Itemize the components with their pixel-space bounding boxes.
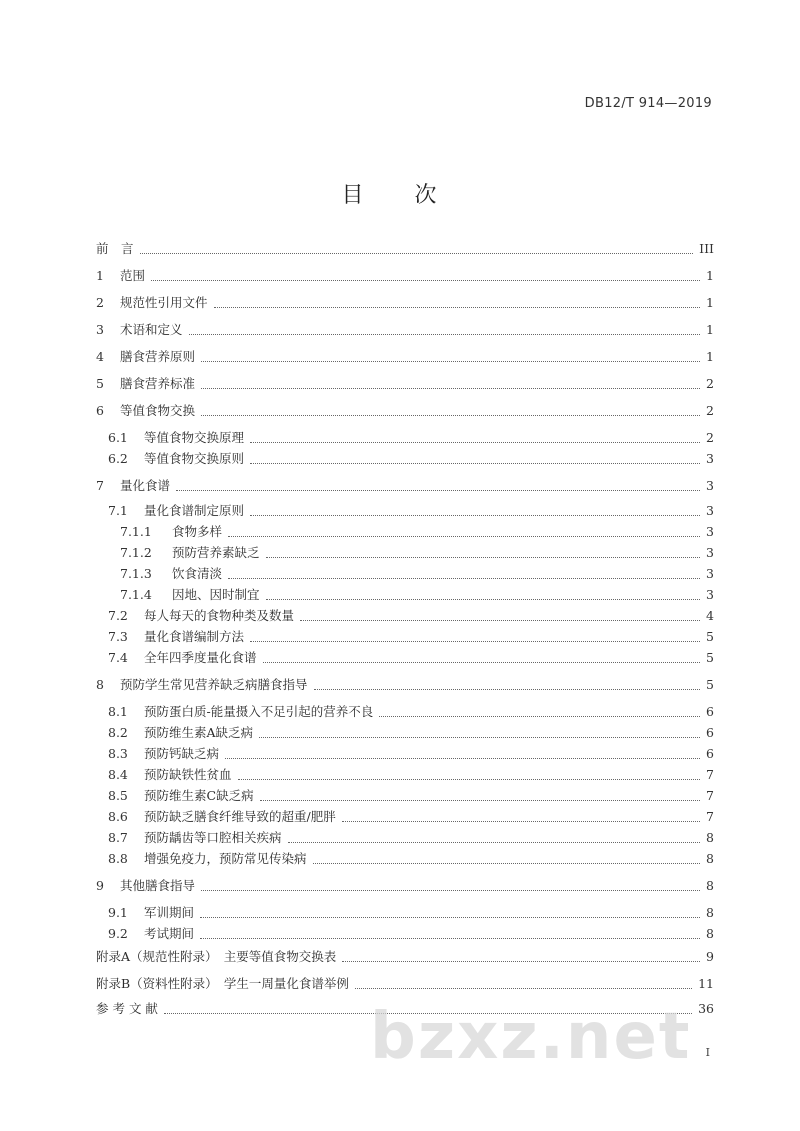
toc-entry-page: 5: [706, 629, 714, 644]
toc-entry-label: [96, 477, 170, 495]
toc-entry-page: 8: [706, 878, 714, 893]
toc-entry-label: [108, 649, 257, 667]
toc-entry-page: 9: [706, 949, 714, 964]
toc-entry-label: [108, 703, 373, 721]
standard-code: DB12/T 914—2019: [584, 96, 712, 111]
dot-leader: [300, 619, 700, 621]
toc-entry-label: [108, 787, 254, 805]
toc-entry-number: 7.2: [108, 608, 128, 623]
toc-entry-number: 7.1.2: [120, 545, 152, 560]
toc-entry-page: 1: [706, 295, 714, 310]
dot-leader: [228, 535, 700, 537]
toc-entry[interactable]: [96, 321, 714, 339]
toc-entry-title: 因地、因时制宜: [172, 587, 260, 602]
toc-entry-label: [96, 321, 183, 339]
toc-entry[interactable]: [96, 877, 714, 895]
toc-entry-label: [96, 877, 195, 895]
toc-entry-page: 2: [706, 430, 714, 445]
toc-entry[interactable]: [96, 450, 714, 468]
dot-leader: [259, 736, 700, 738]
toc-entry-title: 预防维生素A缺乏病: [144, 725, 254, 740]
dot-leader: [140, 252, 694, 254]
toc-entry-label: [96, 402, 195, 420]
toc-entry-number: 8.7: [108, 830, 128, 845]
toc-entry-label: [120, 586, 260, 604]
dot-leader: [238, 778, 701, 780]
toc-entry-label: [96, 975, 349, 993]
toc-entry-title: 范围: [120, 268, 146, 283]
toc-entry-page: 4: [706, 608, 714, 623]
dot-leader: [266, 598, 701, 600]
toc-entry-title: 军训期间: [144, 905, 195, 920]
toc-entry-page: 3: [706, 566, 714, 581]
toc-entry-label: [108, 628, 244, 646]
toc-entry-title: 预防学生常见营养缺乏病膳食指导: [120, 677, 308, 692]
toc-entry-number: 7: [96, 478, 104, 493]
toc-entry-number: 7.4: [108, 650, 128, 665]
toc-entry-title: 膳食营养标准: [120, 376, 196, 391]
dot-leader: [250, 640, 700, 642]
dot-leader: [355, 987, 692, 989]
toc-entry-number: 9.1: [108, 905, 128, 920]
dot-leader: [314, 688, 701, 690]
toc-entry[interactable]: [96, 649, 714, 667]
toc-entry-title: 增强免疫力，预防常见传染病: [144, 851, 307, 866]
dot-leader: [176, 489, 700, 491]
toc-entry-page: 1: [706, 349, 714, 364]
toc-entry-page: 11: [698, 976, 714, 991]
toc-entry-label: [96, 348, 195, 366]
toc-entry[interactable]: [96, 948, 714, 966]
toc-entry-title: 规范性引用文件: [120, 295, 208, 310]
toc-entry-number: 6: [96, 403, 104, 418]
toc-entry[interactable]: [96, 787, 714, 805]
toc-entry-title: 每人每天的食物种类及数量: [144, 608, 295, 623]
dot-leader: [214, 306, 701, 308]
toc-entry-number: 8.1: [108, 704, 128, 719]
toc-entry-title: 预防维生素C缺乏病: [144, 788, 254, 803]
toc-entry-number: 2: [96, 295, 104, 310]
toc-entry[interactable]: [96, 829, 714, 847]
toc-entry-title: 附录A（规范性附录） 主要等值食物交换表: [96, 949, 337, 964]
toc-entry-label: [108, 450, 244, 468]
page-number: I: [705, 1046, 710, 1059]
dot-leader: [250, 441, 700, 443]
toc-entry-title: 前 言: [96, 241, 134, 256]
toc-entry-page: 8: [706, 905, 714, 920]
toc-entry[interactable]: [96, 850, 714, 868]
toc-entry-number: 7.1.4: [120, 587, 152, 602]
dot-leader: [266, 556, 701, 558]
toc-entry-page: 3: [706, 451, 714, 466]
toc-entry[interactable]: [96, 925, 714, 943]
toc-entry-title: 等值食物交换原理: [144, 430, 245, 445]
dot-leader: [379, 715, 700, 717]
dot-leader: [263, 661, 701, 663]
dot-leader: [151, 279, 700, 281]
toc-entry-page: 1: [706, 268, 714, 283]
toc-entry[interactable]: [96, 294, 714, 312]
toc-entry-label: [108, 829, 282, 847]
dot-leader: [201, 414, 700, 416]
toc-entry-label: [120, 544, 260, 562]
toc-entry-page: 7: [706, 788, 714, 803]
toc-entry-label: [108, 766, 232, 784]
toc-entry[interactable]: [96, 565, 714, 583]
toc-entry-title: 全年四季度量化食谱: [144, 650, 257, 665]
toc-entry-title: 参 考 文 献: [96, 1001, 158, 1016]
toc-entry[interactable]: [96, 628, 714, 646]
toc-entry[interactable]: [96, 240, 714, 258]
watermark: bzxz.net: [370, 1000, 692, 1074]
toc-entry-number: 9: [96, 878, 104, 893]
toc-entry-label: [108, 808, 336, 826]
toc-entry-label: [108, 745, 219, 763]
dot-leader: [201, 889, 700, 891]
toc-entry-number: 7.3: [108, 629, 128, 644]
dot-leader: [250, 462, 700, 464]
toc-entry-number: 6.2: [108, 451, 128, 466]
toc-entry-title: 预防蛋白质-能量摄入不足引起的营养不良: [144, 704, 374, 719]
toc-entry-number: 7.1.3: [120, 566, 152, 581]
toc-entry-number: 5: [96, 376, 104, 391]
toc-entry-title: 食物多样: [172, 524, 223, 539]
toc-entry-title: 附录B（资料性附录） 学生一周量化食谱举例: [96, 976, 349, 991]
toc-entry-page: 3: [706, 524, 714, 539]
toc-entry[interactable]: [96, 904, 714, 922]
toc-entry[interactable]: [96, 402, 714, 420]
toc-entry-label: [96, 294, 208, 312]
toc-entry-label: [108, 429, 244, 447]
toc-entry-page: 6: [706, 746, 714, 761]
toc-entry-label: [108, 850, 307, 868]
dot-leader: [342, 960, 700, 962]
dot-leader: [225, 757, 700, 759]
toc-entry-title: 量化食谱编制方法: [144, 629, 245, 644]
toc-entry[interactable]: [96, 703, 714, 721]
toc-entry-title: 其他膳食指导: [120, 878, 196, 893]
toc-entry-page: 7: [706, 767, 714, 782]
toc-entry[interactable]: [96, 586, 714, 604]
toc-entry-number: 1: [96, 268, 104, 283]
toc-entry-number: 7.1.1: [120, 524, 152, 539]
dot-leader: [342, 820, 700, 822]
toc-entry-page: 8: [706, 830, 714, 845]
toc-entry[interactable]: [96, 676, 714, 694]
toc-entry-label: [120, 565, 222, 583]
toc-entry-number: 3: [96, 322, 104, 337]
toc-entry-page: 2: [706, 403, 714, 418]
toc-entry[interactable]: [96, 724, 714, 742]
toc-entry-number: 8.8: [108, 851, 128, 866]
dot-leader: [288, 841, 701, 843]
toc-entry-page: 3: [706, 503, 714, 518]
toc-entry-title: 预防钙缺乏病: [144, 746, 220, 761]
toc-entry[interactable]: [96, 348, 714, 366]
toc-entry[interactable]: [96, 429, 714, 447]
toc-entry-number: 8.6: [108, 809, 128, 824]
toc-entry-page: 6: [706, 704, 714, 719]
toc-entry-label: [96, 375, 195, 393]
toc-entry-page: 1: [706, 322, 714, 337]
dot-leader: [200, 916, 700, 918]
toc-entry-label: [108, 502, 244, 520]
dot-leader: [260, 799, 700, 801]
toc-entry-title: 等值食物交换原则: [144, 451, 245, 466]
toc-entry[interactable]: [96, 375, 714, 393]
toc-entry[interactable]: [96, 745, 714, 763]
toc-entry-label: [120, 523, 222, 541]
dot-leader: [201, 387, 700, 389]
toc-entry-label: [96, 240, 134, 258]
toc-entry-number: 7.1: [108, 503, 128, 518]
toc-entry-number: 6.1: [108, 430, 128, 445]
toc-entry-page: 3: [706, 478, 714, 493]
toc-entry[interactable]: [96, 523, 714, 541]
toc-entry-title: 预防龋齿等口腔相关疾病: [144, 830, 282, 845]
toc-entry-page: 2: [706, 376, 714, 391]
toc-entry-label: [96, 1000, 158, 1018]
toc-entry-number: 8.5: [108, 788, 128, 803]
toc-entry-page: 3: [706, 545, 714, 560]
toc-entry[interactable]: [96, 502, 714, 520]
toc-entry-page: 5: [706, 650, 714, 665]
toc-entry-page: 5: [706, 677, 714, 692]
toc-entry-title: 预防缺铁性贫血: [144, 767, 232, 782]
toc-entry-label: [96, 267, 145, 285]
dot-leader: [200, 937, 700, 939]
toc-entry[interactable]: [96, 607, 714, 625]
toc-entry-number: 8: [96, 677, 104, 692]
toc-entry-title: 等值食物交换: [120, 403, 196, 418]
toc-entry-page: 36: [698, 1001, 714, 1016]
toc-entry-title: 预防营养素缺乏: [172, 545, 260, 560]
toc-entry-page: III: [699, 241, 714, 256]
toc-entry-label: [96, 676, 308, 694]
dot-leader: [228, 577, 700, 579]
toc-entry-label: [108, 925, 194, 943]
toc-entry-page: 6: [706, 725, 714, 740]
toc-entry-number: 8.2: [108, 725, 128, 740]
dot-leader: [313, 862, 701, 864]
dot-leader: [250, 514, 700, 516]
toc-entry[interactable]: [96, 766, 714, 784]
toc-entry-title: 预防缺乏膳食纤维导致的超重/肥胖: [144, 809, 336, 824]
toc-entry-label: [108, 724, 253, 742]
toc-entry[interactable]: [96, 477, 714, 495]
toc-entry-title: 量化食谱制定原则: [144, 503, 245, 518]
toc-entry-page: 8: [706, 851, 714, 866]
toc-entry[interactable]: [96, 544, 714, 562]
toc-entry-title: 膳食营养原则: [120, 349, 196, 364]
toc-entry-number: 8.4: [108, 767, 128, 782]
toc-entry-title: 考试期间: [144, 926, 195, 941]
toc-entry-number: 4: [96, 349, 104, 364]
toc-entry[interactable]: [96, 975, 714, 993]
toc-entry-title: 量化食谱: [120, 478, 171, 493]
toc-entry-label: [108, 904, 194, 922]
toc-entry[interactable]: [96, 267, 714, 285]
toc-entry-label: [96, 948, 336, 966]
toc-entry-title: 饮食清淡: [172, 566, 223, 581]
page-title: 目 次: [341, 183, 459, 208]
toc-entry-page: 8: [706, 926, 714, 941]
toc-entry-page: 7: [706, 809, 714, 824]
dot-leader: [201, 360, 700, 362]
toc-entry-label: [108, 607, 294, 625]
toc-entry-title: 术语和定义: [120, 322, 183, 337]
toc-entry-page: 3: [706, 587, 714, 602]
toc-entry[interactable]: [96, 808, 714, 826]
toc-entry-number: 8.3: [108, 746, 128, 761]
toc-entry-number: 9.2: [108, 926, 128, 941]
dot-leader: [189, 333, 701, 335]
